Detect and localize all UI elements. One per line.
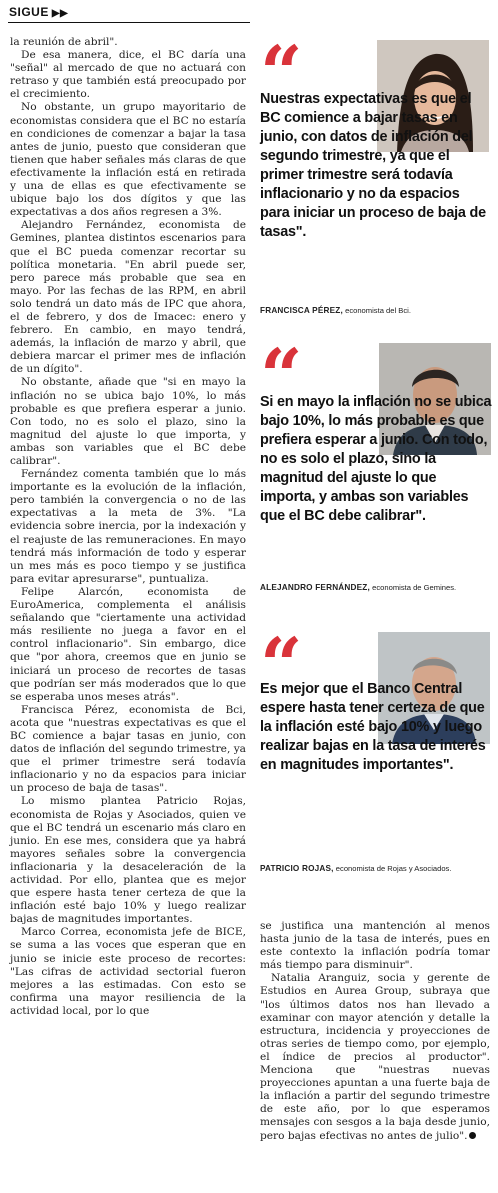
paragraph: Lo mismo plantea Patricio Rojas, economista de Rojas y Asociados, quien ve que el BC tendrá un escenario más claro en junio. En ese mes, considera que ya habrá mayores señales sobre la convergencia inflacionaria y la desaceleración de la actividad. Por ello, plantea que es mejor que espere hasta tener certeza de que la inflación esté bajo 10% y luego realizar bajas de magnitudes importantes. [10, 795, 246, 926]
paragraph: No obstante, un grupo mayoritario de economistas considera que el BC no estaría en condiciones de comenzar a bajar la tasa antes de junio, puesto que consideran que tienen que haber señales más claras de que efectivamente la inflación está en retirada y una de ellas es que efectivamente se ubique bajo los dos dígitos y que las expectativas a dos años regresen a 3%. [10, 101, 246, 219]
quote-author-role: economista de Gemines. [372, 583, 457, 592]
quote-author-role: economista del Bci. [345, 306, 411, 315]
paragraph-text: Natalia Aranguiz, socia y gerente de Estudios en Aurea Group, subraya que "los últimos datos nos han llevado a examinar con mayor atención y detalle la estructura, incidencia y proyecciones de otras series de tiempo como, por ejemplo, el índice de precios al productor". Menciona que "nuestras nuevas proyecciones apuntan a una fuerte baja de la inflación a partir del segundo trimestre de este año, por lo que esperamos mensajes con sesgos a la baja desde junio, pero bajas efectivas no antes de julio". [260, 972, 490, 1142]
sigue-text: SIGUE [9, 5, 49, 19]
end-of-article-icon [469, 1132, 476, 1139]
quote-text: Si en mayo la inflación no se ubica bajo 10%, lo más probable es que prefiera esperar a junio. Con todo, no es solo el plazo, sino la magnitud del ajuste lo que importa, y ambas son variables que el BC debe calibrar". [260, 394, 492, 524]
paragraph: Francisca Pérez, economista de Bci, acota que "nuestras expectativas es que el BC comience a bajar tasas en junio, con datos de inflación del segundo trimestre, ya que el primer trimestre será todavía inflacionario y no da espacios para iniciar un proceso de baja de tasas". [10, 703, 246, 795]
quote-attribution [260, 864, 451, 873]
paragraph: Marco Correa, economista jefe de BICE, se suma a las voces que esperan que en junio se inicie este proceso de recortes: "Las cifras de actividad sectorial fueron mejores a las estimadas. Con esto se confirma una mayor resiliencia de la actividad local, por lo que [10, 926, 246, 1017]
paragraph: Alejandro Fernández, economista de Gemines, plantea distintos escenarios para que el BC pueda comenzar recortar su política monetaria. "En abril puede ser, pero parece más probable que sea en mayo. Por las fechas de las RPM, en abril solo tendrá un dato más de IPC que ahora, el de febrero, y dos de Imacec: enero y febrero. En cambio, en mayo tendrá, además, la inflación de marzo y abril, que debiera marcar el primer mes de inflación de un dígito". [10, 219, 246, 376]
quote-text: Es mejor que el Banco Central espere hasta tener certeza de que la inflación esté bajo 10% y luego realizar bajas en la tasa de interés en magnitudes importantes". [260, 681, 486, 773]
quote-author: FRANCISCA PÉREZ, [260, 306, 343, 315]
quote-attribution [260, 306, 411, 315]
pull-quote-fernandez [260, 334, 492, 613]
quote-author: ALEJANDRO FERNÁNDEZ, [260, 583, 370, 592]
quote-text: Nuestras expectativas es que el BC comience a bajar tasas en junio, con datos de inflación del segundo trimestre, ya que el primer trimestre será todavía inflacionario y no da espacios para iniciar un proceso de baja de tasas". [260, 91, 486, 240]
paragraph [260, 972, 490, 1142]
article-column-right [260, 920, 490, 1143]
pull-quote-perez [260, 31, 492, 330]
paragraph: Fernández comenta también que lo más importante es la evolución de la inflación, pero también la convergencia o no de las expectativas a la meta de 3%. "La evidencia sobre inercia, por la indexación y el reajuste de las remuneraciones. En mayo tendrá más información de todo y esperar un mes más es poco tiempo y se justifica para evitar apresurarse", puntualiza. [10, 468, 246, 585]
paragraph: la reunión de abril". [10, 36, 118, 48]
quote-author: PATRICIO ROJAS, [260, 864, 334, 873]
quote-mark-icon: “ [260, 31, 303, 117]
paragraph: Felipe Alarcón, economista de EuroAmerica, complementa el análisis señalando que "ciertamente una actividad más resiliente no juega a favor en el control inflacionario". Sin embargo, dice que "por ahora, creemos que en junio se iniciará un proceso de recortes de tasas que podrían ser más moderados que lo que se esperaba unos meses atrás". [10, 585, 246, 703]
quote-mark-icon: “ [260, 623, 303, 709]
pull-quote-rojas [260, 623, 492, 882]
paragraph: se justifica una mantención al menos hasta junio de la tasa de interés, pues en este contexto la inflación podría tomar más tiempo para disminuir". [260, 920, 490, 972]
paragraph: De esa manera, dice, el BC daría una "señal" al mercado de que no actuará con retraso y que también está preocupado por el crecimiento. [10, 49, 246, 101]
quote-mark-icon: “ [260, 334, 303, 420]
paragraph: No obstante, añade que "si en mayo la inflación no se ubica bajo 10%, lo más probable es que prefiera esperar a junio. Con todo, no es solo el plazo, sino la magnitud del ajuste lo que importa, y ambas son variables que el BC debe calibrar". [10, 376, 246, 467]
quote-attribution [260, 583, 456, 592]
continued-label [9, 5, 68, 19]
article-column-left [10, 36, 246, 1018]
header-rule [8, 22, 250, 23]
continue-arrows-icon: ▶▶ [51, 8, 69, 19]
quote-author-role: economista de Rojas y Asociados. [335, 864, 452, 873]
